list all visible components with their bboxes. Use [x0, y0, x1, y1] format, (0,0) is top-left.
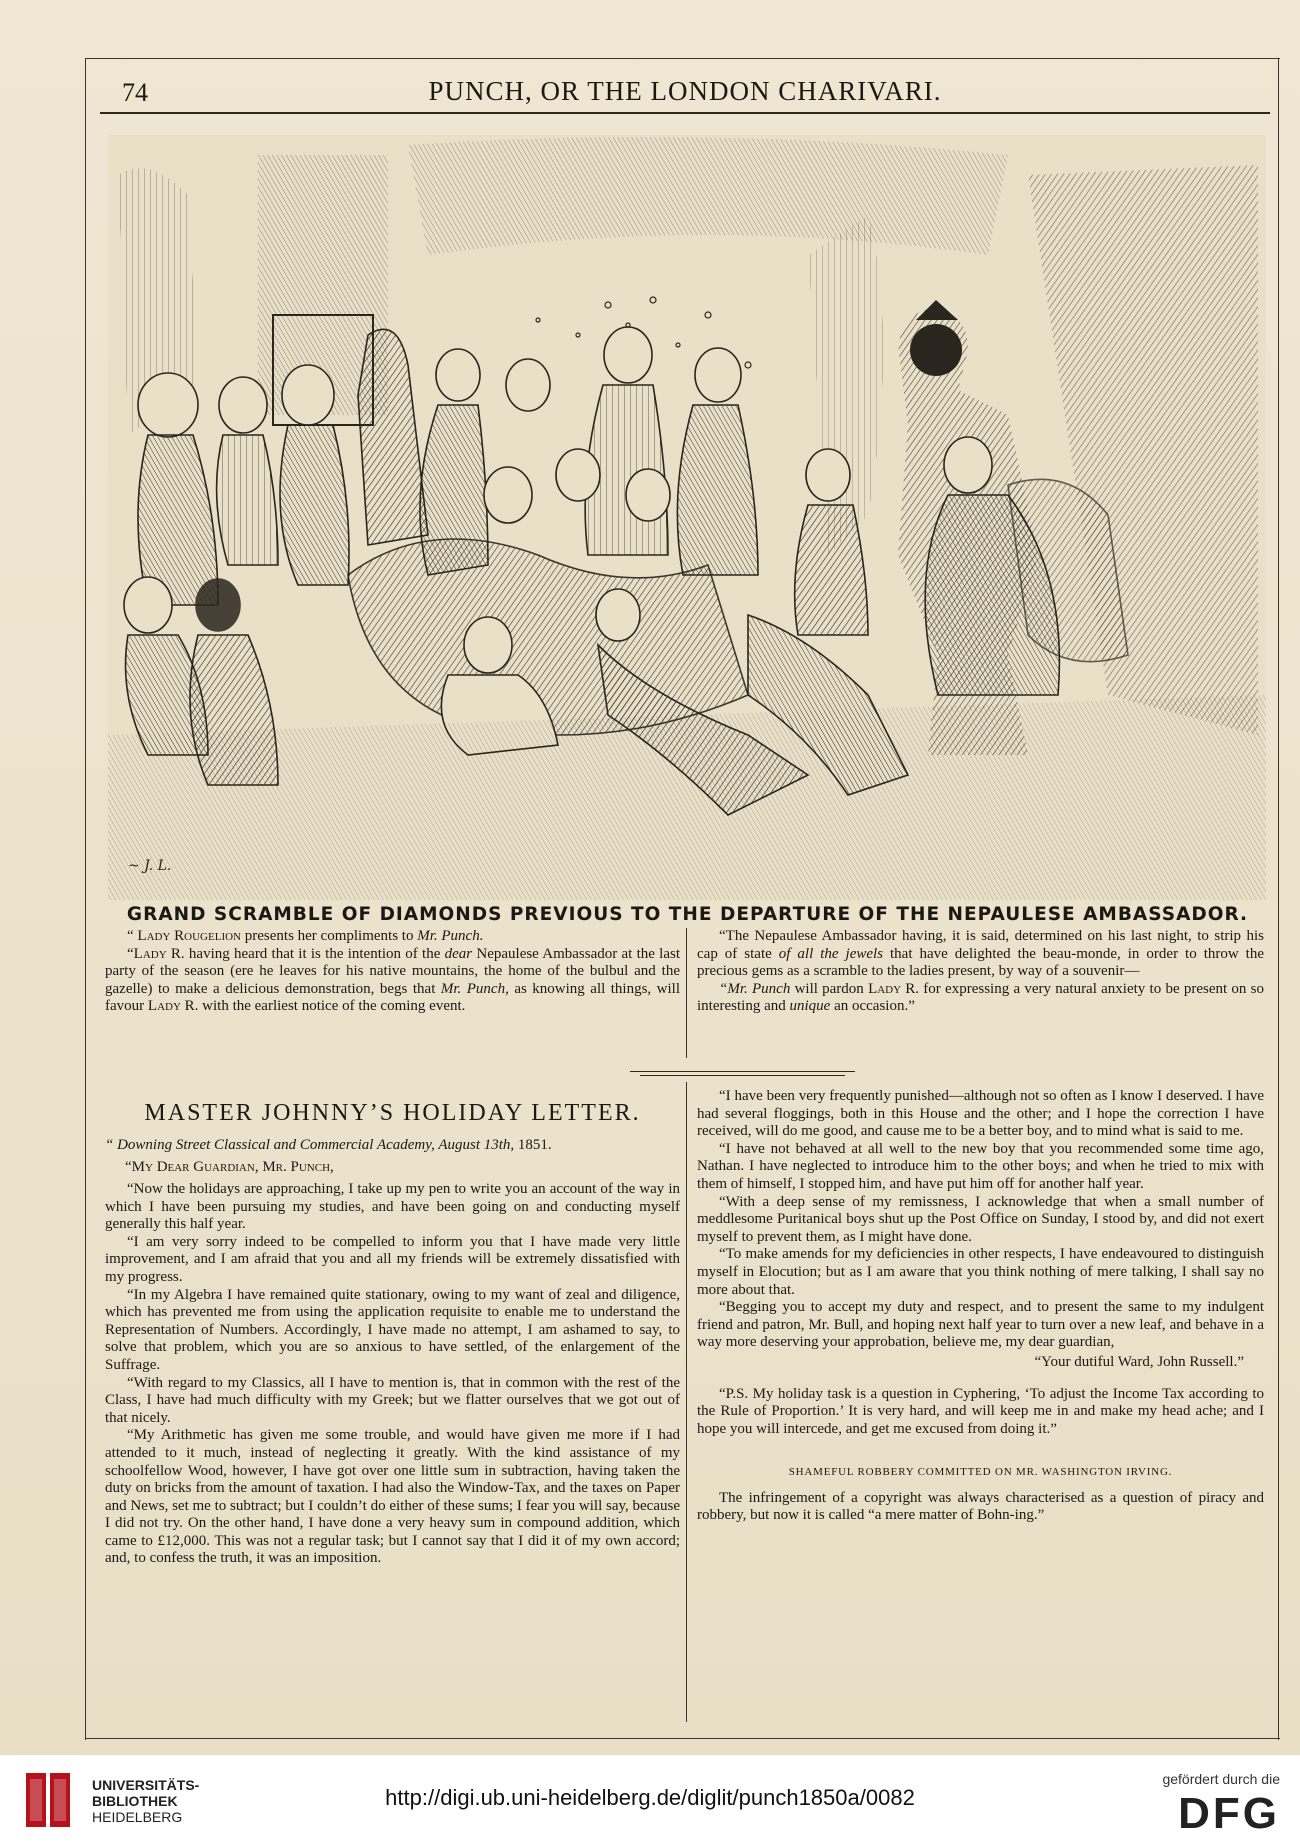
- text-span: “The Nepaulese Ambassador having, it is said, determined on his last night, to strip his cap of state: [697, 928, 1264, 962]
- lady-name: Lady Rougelion: [137, 928, 241, 944]
- lady-name: Lady R.: [133, 945, 185, 962]
- paragraph: “Now the holidays are approaching, I take up my pen to write you an account of the way in which I have been pursuing my studies, and have been going on and conducting myself generally this half year.: [105, 1181, 680, 1233]
- italic-text: of all the jewels: [778, 945, 884, 962]
- italic-text: unique: [789, 998, 831, 1015]
- lady-name: Lady R.: [147, 998, 199, 1015]
- dfg-logo: DFG: [1178, 1789, 1280, 1838]
- article-body-right: [697, 1088, 1264, 1525]
- engraving-illustration: [108, 135, 1266, 900]
- paragraph: “Lady R. having heard that it is the intention of the dear Nepaulese Ambassador at the last party of the season (ere he leaves for his native mountains, the home of the bulbul and the gazelle) to make a delicious demonstration, begs that Mr. Punch, as knowing all things, will favour Lady R. with the earliest notice of the coming event.: [105, 945, 681, 1015]
- page-frame-top: [85, 58, 1280, 59]
- italic-text: Mr. Punch.: [417, 928, 484, 944]
- header-rule: [100, 112, 1270, 114]
- illustration-caption: GRAND SCRAMBLE OF DIAMONDS PREVIOUS TO THE DEPARTURE OF THE NEPAULESE AMBASSADOR.: [126, 904, 1249, 925]
- postscript: “P.S. My holiday task is a question in Cyphering, ‘To adjust the Income Tax according to the Rule of Proportion.’ It is very hard, and will keep me in and make my head ache; and I hope you will intercede, and get me excused from doing it.”: [697, 1385, 1264, 1437]
- paragraph: “To make amends for my deficiencies in other respects, I have endeavoured to distinguish myself in Elocution; but as I am aware that you think nothing of mere talking, I shall say no more about that.: [697, 1246, 1264, 1298]
- short-piece-title: SHAMEFUL ROBBERY COMMITTED ON MR. WASHINGTON IRVING.: [788, 1466, 1173, 1479]
- letter-rougelion-continued: [697, 928, 1264, 1016]
- paragraph: “I have not behaved at all well to the new boy that you recommended some time ago, Nathan. I have neglected to introduce him to the other boys; and when he tried to mix with them of himself, I stopped him, and have put him off for another half year.: [697, 1140, 1264, 1192]
- text-span: for expressing a very natural anxiety to be present on so interesting and: [697, 980, 1264, 1015]
- page-number: 74: [122, 78, 148, 107]
- dateline-year: 1851.: [514, 1137, 552, 1153]
- text-span: an occasion.”: [830, 998, 915, 1015]
- paragraph: “Begging you to accept my duty and respect, and to present the same to my indulgent friend and patron, Mr. Bull, and hoping next half year to turn over a new leaf, and behave in a way more deserving your approbation, believe me, my dear guardian,: [697, 1299, 1264, 1351]
- salutation: “My Dear Guardian, Mr. Punch,: [125, 1159, 334, 1175]
- paragraph: “In my Algebra I have remained quite stationary, owing to my want of zeal and diligence, which has prevented me from using the application requisite to enable me to understand the Representation of Numbers. Accordingly, I have made no attempt, I am ashamed to say, to solve that problem, which you are so anxious to have settled, of the enlargement of the Suffrage.: [105, 1286, 680, 1373]
- paragraph: “With regard to my Classics, all I have to mention is, that in common with the rest of the Class, I have had much difficulty with my Greek; but we flatter ourselves that we got out of that nicely.: [105, 1374, 680, 1426]
- dateline: [105, 1137, 680, 1154]
- italic-text: dear: [444, 945, 473, 962]
- dateline-text: “ Downing Street Classical and Commercial Academy, August 13th,: [105, 1137, 515, 1153]
- italic-text: Mr. Punch,: [440, 980, 509, 997]
- running-head: PUNCH, OR THE LONDON CHARIVARI.: [428, 76, 942, 106]
- article-title: MASTER JOHNNY’S HOLIDAY LETTER.: [144, 1100, 641, 1126]
- text-span: Nepaulese Ambassador at the last party of the season (ere he leaves for his native mountains, the home of the bulbul and the gazelle) to make a delicious demonstration, begs that: [105, 945, 680, 997]
- text-span: presents her compliments to: [241, 928, 418, 944]
- svg-text:~ J. L.: ~ J. L.: [128, 858, 172, 874]
- paragraph: “I have been very frequently punished—although not so often as I know I deserved. I have had several floggings, both in this House and the other; and I hope the correction I have received, will do me good, and cause me to be a better boy, and to mind what is said to me.: [697, 1088, 1264, 1140]
- italic-text: “Mr. Punch: [719, 980, 791, 997]
- institution-line: BIBLIOTHEK: [92, 1793, 178, 1809]
- engraving-ladies-scrambling-icon: [108, 135, 1266, 900]
- letter-rougelion: [105, 928, 680, 1016]
- paragraph: “ Lady Rougelion presents her compliments to Mr. Punch.: [127, 928, 484, 944]
- column-divider: [686, 928, 687, 1058]
- institution-line: HEIDELBERG: [92, 1809, 183, 1825]
- viewer-footer: [0, 1755, 1300, 1847]
- text-span: with the earliest notice of the coming event.: [198, 998, 466, 1015]
- column-divider: [686, 1082, 687, 1722]
- paragraph: [697, 928, 1264, 981]
- text-span: will pardon: [790, 980, 869, 997]
- text-span: having heard that it is the intention of the: [184, 945, 445, 962]
- page-header: [100, 70, 1270, 110]
- text-span: as knowing all things, will favour: [105, 980, 681, 1015]
- funded-by-label: gefördert durch die: [1162, 1771, 1280, 1787]
- lady-name: Lady R.: [868, 980, 920, 997]
- section-rule: [630, 1071, 855, 1072]
- permalink-url[interactable]: http://digi.ub.uni-heidelberg.de/diglit/punch1850a/0082: [385, 1785, 915, 1810]
- paragraph: “My Arithmetic has given me some trouble, and would have given me more if I had attended to it much, instead of neglecting it greatly. With the kind assistance of my schoolfellow Wood, however, I have got over one little sum in subtraction, having taken the duty on bricks from the amount of taxation. I had also the Window-Tax, and the taxes on Paper and News, set me to subtract; but I couldn’t do either of these sums; I fear you will say, because I did not try. On the other hand, I have done a very heavy sum in compound addition, which came to £12,000. This was not a regular task; but I cannot say that I did it of my own accord; and, to confess the truth, it was an imposition.: [105, 1427, 680, 1567]
- signoff: “Your dutiful Ward, John Russell.”: [1034, 1353, 1244, 1370]
- page-frame-right: [1278, 58, 1279, 1740]
- page-frame-left: [85, 58, 86, 1740]
- short-piece-text: The infringement of a copyright was always characterised as a question of piracy and robbery, but now it is called “a mere matter of Bohn-ing.”: [697, 1489, 1264, 1524]
- institution-line: UNIVERSITÄTS-: [92, 1777, 200, 1793]
- article-body-left: [105, 1181, 680, 1568]
- paragraph: “I am very sorry indeed to be compelled to inform you that I have made very little improvement, and I am afraid that you and all my friends will be extremely dissatisfied with my progress.: [105, 1233, 680, 1285]
- text-span: that have delighted the beau-monde, in order to throw the precious gems as a scramble to the ladies present, by way of a souvenir—: [697, 945, 1264, 980]
- section-rule: [640, 1075, 845, 1076]
- page-frame-bottom: [85, 1738, 1280, 1739]
- paragraph: “With a deep sense of my remissness, I acknowledge that when a small number of meddlesome Puritanical boys shut up the Post Office on Sunday, I stood by, and did not exert myself to prevent them, as I might have done.: [697, 1193, 1264, 1245]
- paragraph: [697, 981, 1264, 1016]
